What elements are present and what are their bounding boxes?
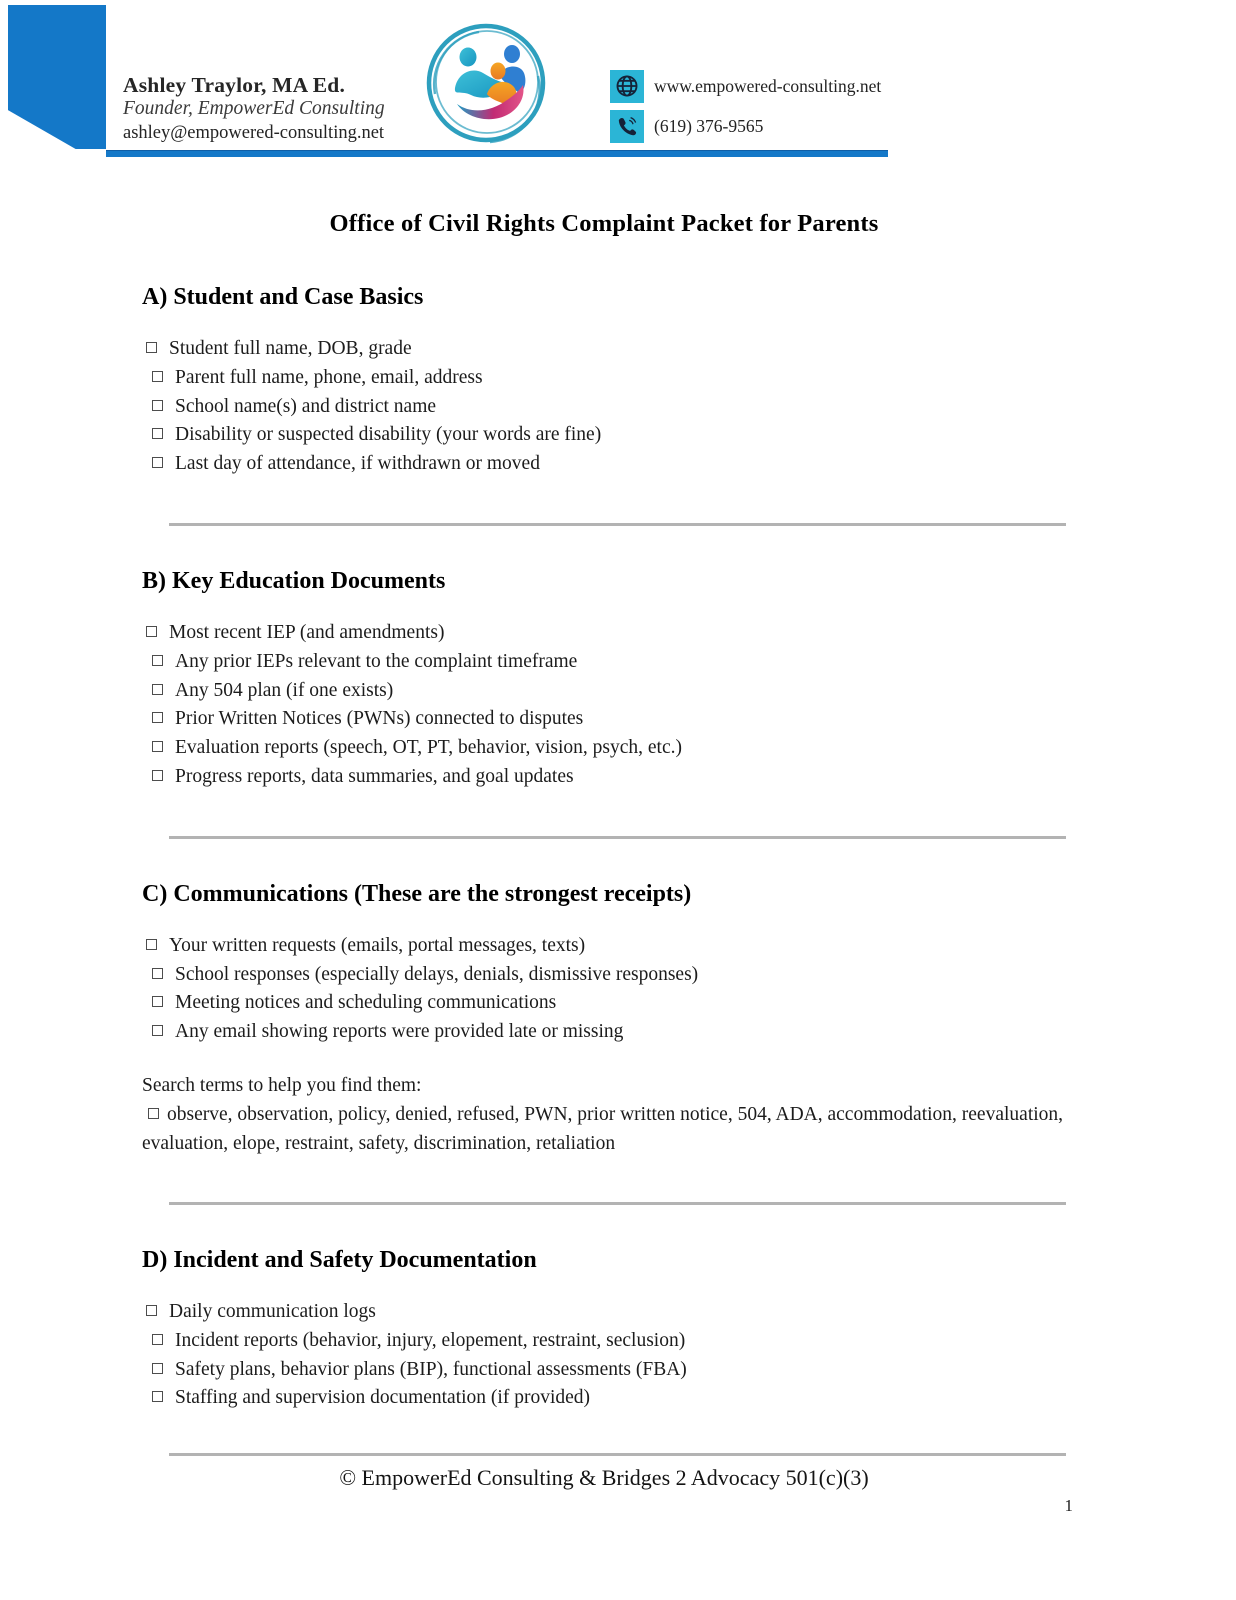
checklist-item-label: Safety plans, behavior plans (BIP), functional assessments (FBA) <box>175 1358 687 1380</box>
phone-row <box>610 109 881 143</box>
checklist-section <box>142 879 1066 1205</box>
letterhead-text-block <box>123 73 385 145</box>
checklist-item <box>142 705 1066 734</box>
checklist-item-label: Incident reports (behavior, injury, elopement, restraint, seclusion) <box>175 1329 686 1351</box>
website-row <box>610 69 881 103</box>
checkbox-icon <box>152 996 163 1007</box>
search-terms-paragraph <box>142 1100 1066 1158</box>
checkbox-icon <box>152 1025 163 1036</box>
checklist <box>142 619 1066 792</box>
checklist-item-label: Disability or suspected disability (your words are fine) <box>175 424 602 446</box>
checklist-item-label: Parent full name, phone, email, address <box>175 366 483 388</box>
page-number: 1 <box>1064 1496 1073 1515</box>
checklist <box>142 932 1066 1047</box>
checklist-item <box>142 393 1066 422</box>
checklist-item <box>142 734 1066 763</box>
checkbox-icon <box>152 741 163 752</box>
checklist-item-label: Any prior IEPs relevant to the complaint timeframe <box>175 650 578 672</box>
checkbox-icon <box>152 371 163 382</box>
checklist-item <box>142 619 1066 648</box>
checklist-item <box>142 1384 1066 1413</box>
section-heading: A) Student and Case Basics <box>142 284 424 310</box>
checklist-item <box>142 1298 1066 1327</box>
checklist-item <box>142 648 1066 677</box>
checklist-item <box>142 989 1066 1018</box>
checkbox-icon <box>148 1108 159 1119</box>
checklist-item-label: School name(s) and district name <box>175 395 437 417</box>
section-heading: B) Key Education Documents <box>142 567 446 594</box>
section-heading: C) Communications (These are the strongest receipts) <box>142 880 692 907</box>
checklist-item-label: Most recent IEP (and amendments) <box>169 621 445 643</box>
checkbox-icon <box>152 1391 163 1402</box>
letterhead-role: Founder, EmpowerEd Consulting <box>123 98 385 119</box>
checklist-item-label: School responses (especially delays, denials, dismissive responses) <box>175 963 699 985</box>
document-body <box>142 207 1066 1492</box>
checklist-section <box>142 1245 1066 1456</box>
checkbox-icon <box>152 655 163 666</box>
checklist-item-label: Prior Written Notices (PWNs) connected to disputes <box>175 708 584 730</box>
checkbox-icon <box>152 1334 163 1345</box>
phone-icon <box>610 110 644 143</box>
checklist-item <box>142 1327 1066 1356</box>
checklist-item-label: Meeting notices and scheduling communications <box>175 992 557 1014</box>
checklist-item <box>142 932 1066 961</box>
checkbox-icon <box>152 1363 163 1374</box>
checklist-item-label: Daily communication logs <box>169 1300 376 1322</box>
corner-ribbon <box>8 5 106 149</box>
footer-copyright: © EmpowerEd Consulting & Bridges 2 Advocacy 501(c)(3) <box>339 1465 869 1491</box>
checklist-item <box>142 961 1066 990</box>
checkbox-icon <box>152 428 163 439</box>
search-terms-label: Search terms to help you find them: <box>142 1074 422 1096</box>
checklist-item <box>142 364 1066 393</box>
section-divider <box>169 836 1066 839</box>
checklist-item-label: Student full name, DOB, grade <box>169 338 412 359</box>
section-divider <box>169 1453 1066 1456</box>
checklist-item-label: Any email showing reports were provided late or missing <box>175 1021 624 1043</box>
checkbox-icon <box>152 457 163 468</box>
checklist <box>142 1298 1066 1413</box>
website-text: www.empowered-consulting.net <box>654 75 882 96</box>
people-swirl-logo <box>421 18 551 148</box>
checklist-item-label: Evaluation reports (speech, OT, PT, behavior, vision, psych, etc.) <box>175 737 682 759</box>
checklist-item <box>142 1018 1066 1047</box>
checklist-item-label: Last day of attendance, if withdrawn or moved <box>175 453 540 475</box>
checkbox-icon <box>152 684 163 695</box>
letterhead-email: ashley@empowered-consulting.net <box>123 123 385 143</box>
checkbox-icon <box>146 626 157 637</box>
search-terms-text: observe, observation, policy, denied, refused, PWN, prior written notice, 504, ADA, accommodation, reevaluation, evaluation, elope, restraint, safety, discrimination, retaliation <box>142 1103 1064 1154</box>
checklist-item <box>142 1356 1066 1385</box>
phone-text: (619) 376-9565 <box>654 115 764 136</box>
checklist-item-label: Staffing and supervision documentation (if provided) <box>175 1387 591 1409</box>
checkbox-icon <box>146 342 157 353</box>
checkbox-icon <box>152 400 163 411</box>
checklist-item-label: Your written requests (emails, portal messages, texts) <box>169 934 586 956</box>
checklist-section <box>142 282 1066 526</box>
section-divider <box>169 1202 1066 1205</box>
checkbox-icon <box>152 968 163 979</box>
checklist-item-label: Progress reports, data summaries, and goal updates <box>175 765 574 787</box>
section-heading: D) Incident and Safety Documentation <box>142 1246 537 1273</box>
checkbox-icon <box>152 770 163 781</box>
globe-icon <box>610 70 644 103</box>
contact-block <box>610 69 881 149</box>
section-divider <box>169 523 1066 526</box>
checklist-item <box>142 450 1066 479</box>
checklist-item <box>142 335 1066 364</box>
checklist-item <box>142 677 1066 706</box>
checklist <box>142 335 1066 479</box>
checklist-section <box>142 566 1066 839</box>
header-rule-bar <box>106 150 888 157</box>
checklist-item-label: Any 504 plan (if one exists) <box>175 679 394 701</box>
checklist-item <box>142 421 1066 450</box>
letterhead-name: Ashley Traylor, MA Ed. <box>123 73 346 97</box>
checklist-item <box>142 763 1066 792</box>
letterhead-header <box>0 0 1236 158</box>
checklist-sections <box>142 282 1066 1456</box>
checkbox-icon <box>146 939 157 950</box>
checkbox-icon <box>146 1305 157 1316</box>
checkbox-icon <box>152 712 163 723</box>
page-title: Office of Civil Rights Complaint Packet for Parents <box>329 210 879 237</box>
